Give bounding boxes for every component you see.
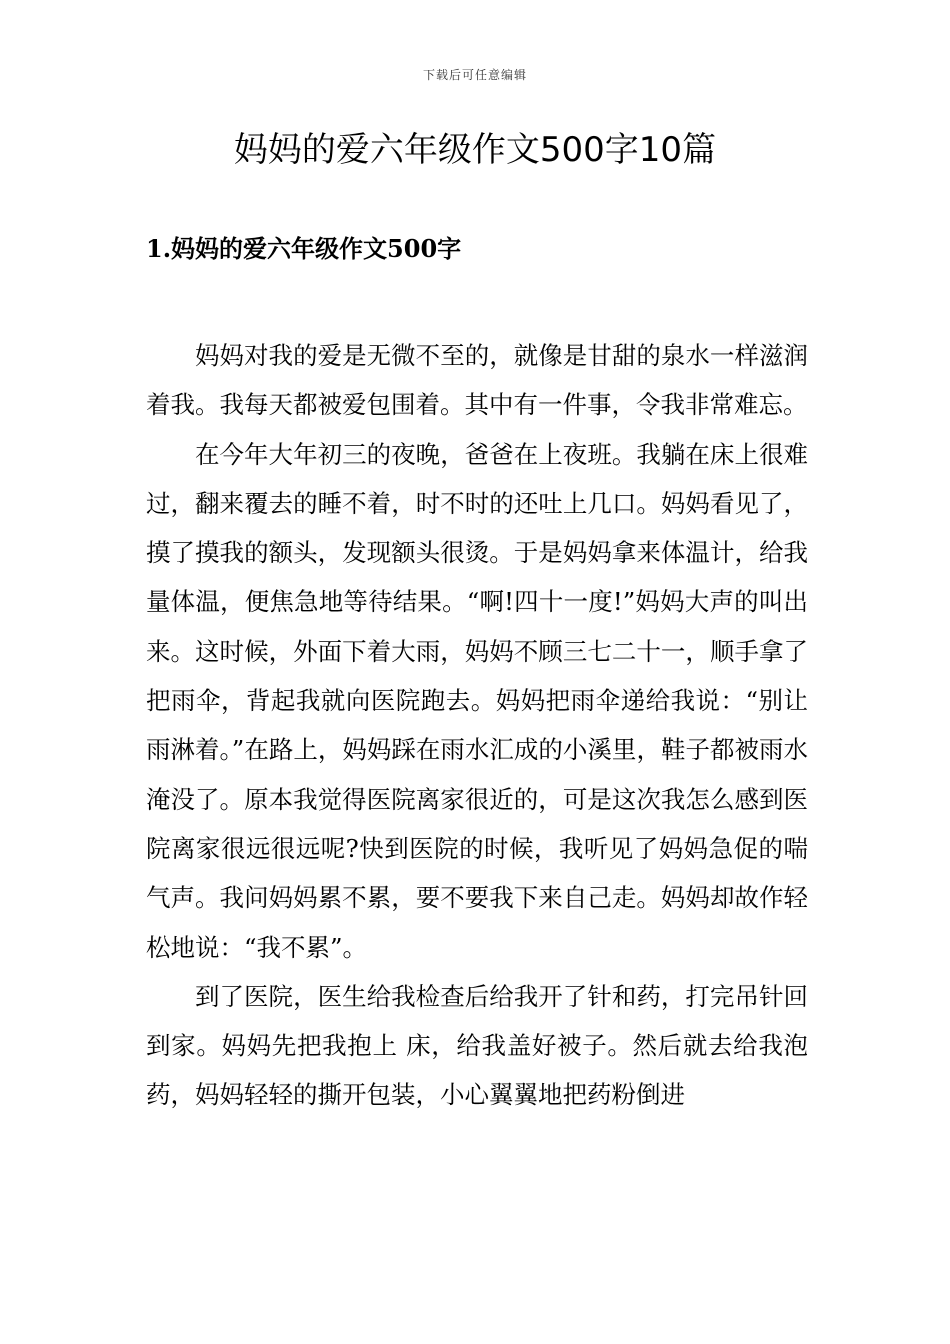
- paragraph: 在今年大年初三的夜晚，爸爸在上夜班。我躺在床上很难过，翻来覆去的睡不着，时不时的还吐上几口。妈妈看见了，摸了摸我的额头，发现额头很烫。于是妈妈拿来体温计，给我量体温，便焦急地等待结果。“啊!四十一度!”妈妈大声的叫出来。这时候，外面下着大雨，妈妈不顾三七二十一，顺手拿了把雨伞，背起我就向医院跑去。妈妈把雨伞递给我说：“别让雨淋着。”在路上，妈妈踩在雨水汇成的小溪里，鞋子都被雨水淹没了。原本我觉得医院离家很近的，可是这次我怎么感到医院离家很远很远呢?快到医院的时候，我听见了妈妈急促的喘气声。我问妈妈累不累，要不要我下来自己走。妈妈却故作轻松地说：“我不累”。: [146, 439, 808, 962]
- paragraph: 妈妈对我的爱是无微不至的，就像是甘甜的泉水一样滋润着我。我每天都被爱包围着。其中有一件事，令我非常难忘。: [146, 341, 808, 420]
- document-title: 妈妈的爱六年级作文500字10篇: [233, 130, 717, 170]
- paragraph: 到了医院，医生给我检查后给我开了针和药，打完吊针回到家。妈妈先把我抱上 床，给我盖好被子。然后就去给我泡药，妈妈轻轻的撕开包装，小心翼翼地把药粉倒进: [146, 981, 808, 1110]
- section-heading: 1.妈妈的爱六年级作文500字: [146, 234, 462, 263]
- body-text: [146, 331, 808, 1120]
- header-note: 下载后可任意编辑: [422, 68, 527, 82]
